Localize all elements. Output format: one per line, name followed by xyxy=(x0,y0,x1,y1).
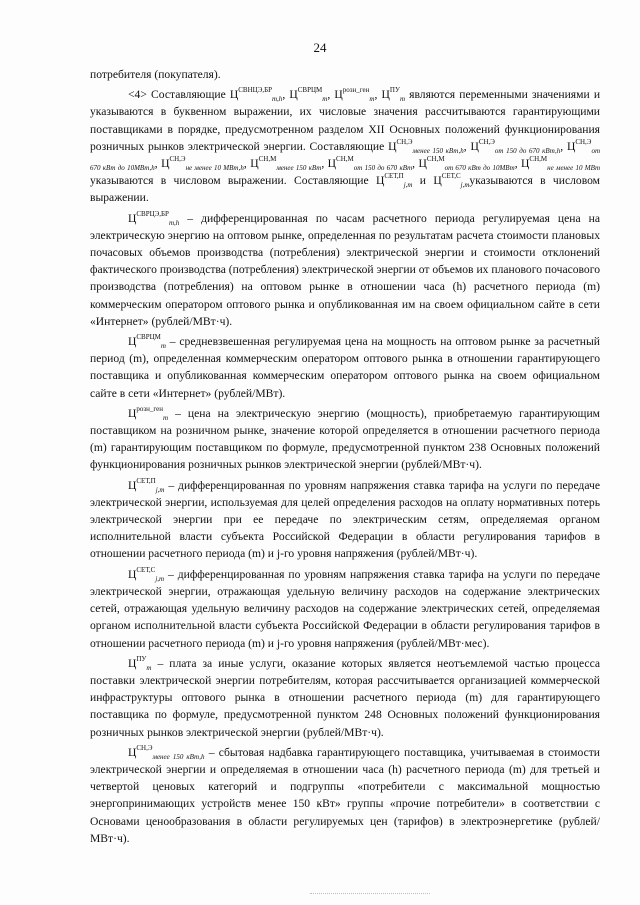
definition-svrc-br: $Ц^{СВРЦЭ,БР}_{m,h}$ – дифференцированная по часам расчетного периода регулируемая цена на электрическую энергию на оптовом рынке, определенная по результатам расчета стоимости плановых почасовых объемов производства (потребления) электрической энергии и стоимости отклонений фактического производства (потребления) электрической энергии от объемов их планового почасового производства (потребления) на оптовом рынке в отношении часа (h) расчетного периода (m) коммерческим оператором оптового рынка и опубликованная им на своем официальном сайте в сети «Интернет» (рублей/МВт·ч). xyxy=(90,209,600,328)
symbol-sn-e-150: $Ц^{СН,Э}_{менее 150 кВт,h}$ xyxy=(388,137,464,155)
symbol-svnc-br: $Ц^{СВНЦЭ,БР}_{m,h}$ xyxy=(229,86,283,104)
definition-rozn-gen: $Ц^{розн\_ген}_m$ – цена на электрическую энергию (мощность), приобретаемую гарантирующим поставщиком на розничном рынке, значение которой определяется в отношении расчетного периода (m) гарантирующим поставщиком по формуле, предусмотренной пунктом 238 Основных положений функционирования розничных рынков электрической энергии (рублей/МВт·ч). xyxy=(90,404,600,472)
definition-sn-e-150: $Ц^{СН,Э}_{менее 150 кВт,h}$ – сбытовая надбавка гарантирующего поставщика, учитываемая в стоимости электрической энергии и определяемая в отношении часа (h) расчетного периода (m) для третьей и четвертой ценовых категорий и подгруппы «потребители с максимальной мощностью энергопринимающих устройств менее 150 кВт» группы «прочие потребители» в соответствии с Основами ценообразования в области регулируемых цен (тарифов) в электроэнергетике (рублей/МВт·ч). xyxy=(90,743,600,845)
symbol-svrc-br: $Ц^{СВРЦЭ,БР}_{m,h}$ xyxy=(128,209,180,227)
symbol-sn-m-10: $Ц^{СН,М}_{не менее 10 МВт}$ xyxy=(521,155,601,173)
symbol-rozn-gen: $Ц^{розн\_ген}_m$ xyxy=(334,86,375,104)
symbol-sn-e-150-def: $Ц^{СН,Э}_{менее 150 кВт,h}$ xyxy=(128,743,205,761)
symbol-sn-m-150: $Ц^{СН,М}_{менее 150 кВт}$ xyxy=(250,155,322,173)
symbol-pu: $Ц^{ПУ}_m$ xyxy=(381,86,405,104)
symbol-sn-m-150-670: $Ц^{СН,М}_{от 150 до 670 кВт}$ xyxy=(327,155,413,173)
footnote-4-paragraph: <4> Составляющие $Ц^{СВНЦЭ,БР}_{m,h}$, $Ц^{СВРЦМ}_m$, $Ц^{розн\_ген}_m$, $Ц^{ПУ}_m$ являются переменными значениями и указываются в буквенном выражении, их числовые значения рассчитываются гарантирующими поставщиками в порядке, предусмотренном разделом XII Основных положений функционирования розничных рынков электрической энергии. Составляющие $Ц^{СН,Э}_{менее 150 кВт,h}$, $Ц^{СН,Э}_{от 150 до 670 кВт,h}$, $Ц^{СН,Э}_{от 670 кВт до 10МВт,h}$, $Ц^{СН,Э}_{не менее 10 МВт,h}$, $Ц^{СН,М}_{менее 150 кВт}$, $Ц^{СН,М}_{от 150 до 670 кВт}$, $Ц^{СН,М}_{от 670 кВт до 10МВт}$, $Ц^{СН,М}_{не менее 10 МВт}$ указываются в числовом выражении. Составляющие $Ц^{СЕТ,П}_{j,m}$ и $Ц^{СЕТ,С}_{j,m}указываются$ в числовом выражении. xyxy=(90,86,601,205)
symbol-set-p: $Ц^{СЕТ,П}_{j,m}$ xyxy=(375,172,413,190)
intro-line: потребителя (покупателя). xyxy=(90,68,221,81)
definition-svrcm: $Ц^{СВРЦМ}_m$ – средневзвешенная регулируемая цена на мощность на оптовом рынке за расчетный период (m), определенная коммерческим оператором оптового рынка в отношении гарантирующего поставщика и опубликованная коммерческим оператором оптового рынка на своем официальном сайте в сети «Интернет» (рублей/МВт). xyxy=(90,333,600,400)
symbol-sn-e-670-10: $Ц^{СН,Э}_{от 670 кВт до 10МВт,h}$ xyxy=(90,137,600,173)
definition-set-s: $Ц^{СЕТ,С}_{j,m}$ – дифференцированная по уровням напряжения ставка тарифа на услуги по передаче электрической энергии, отражающая удельную величину расходов на содержание электрических сетей, отражающая удельную величину расходов на содержание электрических сетей, определяемая органом исполнительной власти субъекта Российской Федерации в области регулирования тарифов в отношении расчетного периода (m) и j-го уровня напряжения (рублей/МВт·мес). xyxy=(90,565,600,650)
symbol-sn-m-670-10: $Ц^{СН,М}_{от 670 кВт до 10МВт}$ xyxy=(418,155,515,173)
document-body xyxy=(90,66,600,850)
symbol-svrcm-def: $Ц^{СВРЦМ}_m$ xyxy=(128,333,166,351)
symbol-sn-e-10: $Ц^{СН,Э}_{не менее 10 МВт,h}$ xyxy=(161,155,244,173)
symbol-sn-e-150-670: $Ц^{СН,Э}_{от 150 до 670 кВт,h}$ xyxy=(470,137,561,155)
symbol-set-s-def: $Ц^{СЕТ,С}_{j,m}$ xyxy=(128,565,165,583)
symbol-set-p-def: $Ц^{СЕТ,П}_{j,m}$ xyxy=(128,476,165,494)
symbol-rozn-gen-def: $Ц^{розн\_ген}_m$ xyxy=(128,404,169,422)
definition-set-p: $Ц^{СЕТ,П}_{j,m}$ – дифференцированная по уровням напряжения ставка тарифа на услуги по передаче электрической энергии, используемая для целей определения расходов на оплату нормативных потерь электрической энергии при ее передаче по электрическим сетям, определяемая органом исполнительной власти субъекта Российской Федерации в области регулирования тарифов в отношении расчетного периода (m) и j-го уровня напряжения (рублей/МВт·ч). xyxy=(90,476,600,561)
symbol-svrcm: $Ц^{СВРЦМ}_m$ xyxy=(289,86,328,104)
symbol-set-s: $Ц^{СЕТ,С}_{j,m}$ xyxy=(433,172,470,190)
definition-pu: $Ц^{ПУ}_m$ – плата за иные услуги, оказание которых является неотъемлемой частью процесса поставки электрической энергии потребителям, которая рассчитывается организацией коммерческой инфраструктуры оптового рынка в отношении расчетного периода (m) для гарантирующего поставщика по формуле, предусмотренной пунктом 248 Основных положений функционирования розничных рынков электрической энергии (рублей/МВт·ч). xyxy=(90,654,601,739)
symbol-pu-def: $Ц^{ПУ}_m$ xyxy=(128,654,152,672)
scan-artifact xyxy=(310,893,430,896)
page-number: 24 xyxy=(313,40,327,55)
